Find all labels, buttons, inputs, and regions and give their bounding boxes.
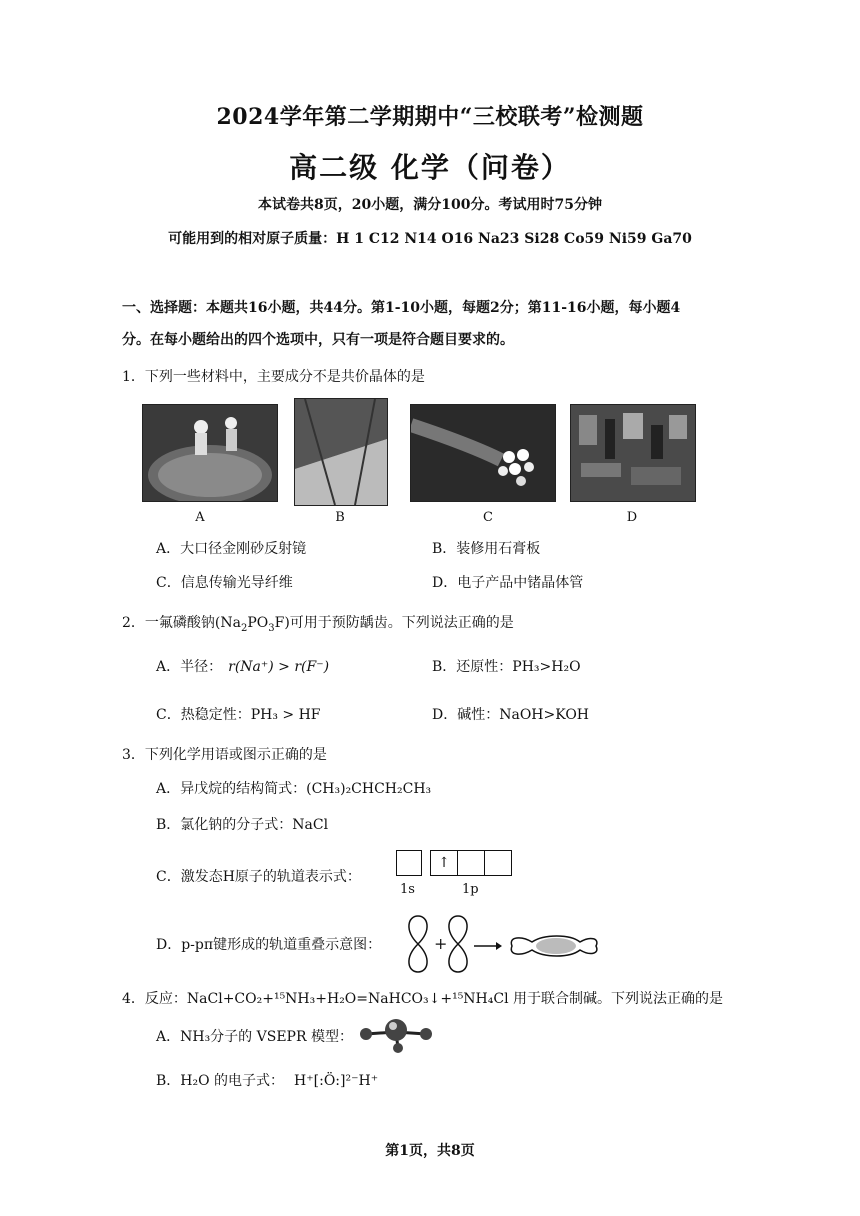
q2-stem-post: F)可用于预防龋齿。下列说法正确的是 (274, 615, 514, 631)
q3-stem: 3．下列化学用语或图示正确的是 (122, 747, 327, 763)
q4-option-b[interactable] (156, 1070, 378, 1090)
q2-stem-pre: 2．一氟磷酸钠(Na (122, 615, 241, 631)
exam-info: 本试卷共8页，20小题，满分100分。考试用时75分钟 (258, 197, 602, 213)
q2-stem-sub1: 2 (240, 622, 248, 634)
page-footer: 第1页，共8页 (385, 1143, 475, 1159)
q2-option-a-expr: r(Na⁺) > r(F⁻) (228, 659, 330, 675)
orbital-label-1s: 1s (400, 882, 415, 897)
q1-option-a[interactable]: A．大口径金刚砂反射镜 (156, 541, 307, 557)
q1-option-d[interactable]: D．电子产品中锗晶体管 (432, 575, 584, 591)
q3-option-a[interactable]: A．异戊烷的结构简式：(CH₃)₂CHCH₂CH₃ (156, 781, 432, 797)
q3-option-c[interactable]: C．激发态H原子的轨道表示式： (156, 869, 361, 885)
gypsum-board-image (295, 399, 387, 505)
q2-option-b[interactable]: B．还原性：PH₃>H₂O (432, 659, 581, 675)
q2-stem (122, 612, 514, 634)
section-instructions (122, 292, 762, 356)
orbital-box-1p-a: ↑ (430, 850, 458, 876)
q2-stem-mid: PO (247, 615, 269, 631)
q2-option-c[interactable]: C．热稳定性：PH₃ > HF (156, 707, 321, 723)
atomic-masses: 可能用到的相对原子质量：H 1 C12 N14 O16 Na23 Si28 Co59 Ni59 Ga70 (168, 231, 692, 247)
p-orbital-overlap-diagram (404, 914, 604, 978)
q1-stem: 1．下列一些材料中，主要成分不是共价晶体的是 (122, 369, 425, 385)
q4-option-a[interactable]: A．NH₃分子的 VSEPR 模型： (156, 1029, 353, 1045)
mirror-image (143, 405, 277, 501)
section-line-1: 一、选择题：本题共16小题，共44分。第1-10小题，每题2分；第11-16小题，每小题4 (122, 300, 681, 316)
q4-option-b-formula: H⁺[:Ö:]²⁻H⁺ (294, 1073, 379, 1089)
section-line-2: 分。在每小题给出的四个选项中，只有一项是符合题目要求的。 (122, 332, 514, 348)
q2-option-d[interactable]: D．碱性：NaOH>KOH (432, 707, 590, 723)
q1-photo-d (570, 404, 696, 502)
q2-stem-sub2: 3 (268, 622, 275, 634)
q2-option-a-label: A．半径： (156, 659, 223, 675)
q1-label-b: B (335, 510, 345, 525)
q1-label-a: A (195, 510, 205, 525)
vsepr-model-icon (356, 1014, 436, 1054)
orbital-plus: + (434, 934, 448, 953)
transistor-board-image (571, 405, 695, 501)
exam-title: 2024学年第二学期期中“三校联考”检测题 (216, 104, 644, 130)
orbital-box-1p-c (484, 850, 512, 876)
q4-option-b-label: B．H₂O 的电子式： (156, 1073, 285, 1089)
q1-label-d: D (626, 510, 638, 525)
vsepr-model (356, 1014, 436, 1058)
exam-subtitle: 高二级 化学（问卷） (289, 151, 571, 184)
q3-option-b[interactable]: B．氯化钠的分子式：NaCl (156, 817, 329, 833)
q1-photo-a (142, 404, 278, 502)
q4-stem: 4．反应：NaCl+CO₂+¹⁵NH₃+H₂O=NaHCO₃↓+¹⁵NH₄Cl 用于联合制碱。下列说法正确的是 (122, 991, 724, 1007)
orbital-label-1p: 1p (462, 882, 479, 897)
orbital-box-1s (396, 850, 422, 876)
q1-option-b[interactable]: B．装修用石膏板 (432, 541, 541, 557)
orbital-box-1p-b (457, 850, 485, 876)
q1-photo-c (410, 404, 556, 502)
q2-option-a[interactable] (156, 656, 329, 676)
q1-label-c: C (483, 510, 493, 525)
q1-option-c[interactable]: C．信息传输光导纤维 (156, 575, 293, 591)
q3-option-d[interactable]: D．p-pπ键形成的轨道重叠示意图： (156, 937, 382, 953)
q1-photo-b (294, 398, 388, 506)
optical-fiber-image (411, 405, 555, 501)
